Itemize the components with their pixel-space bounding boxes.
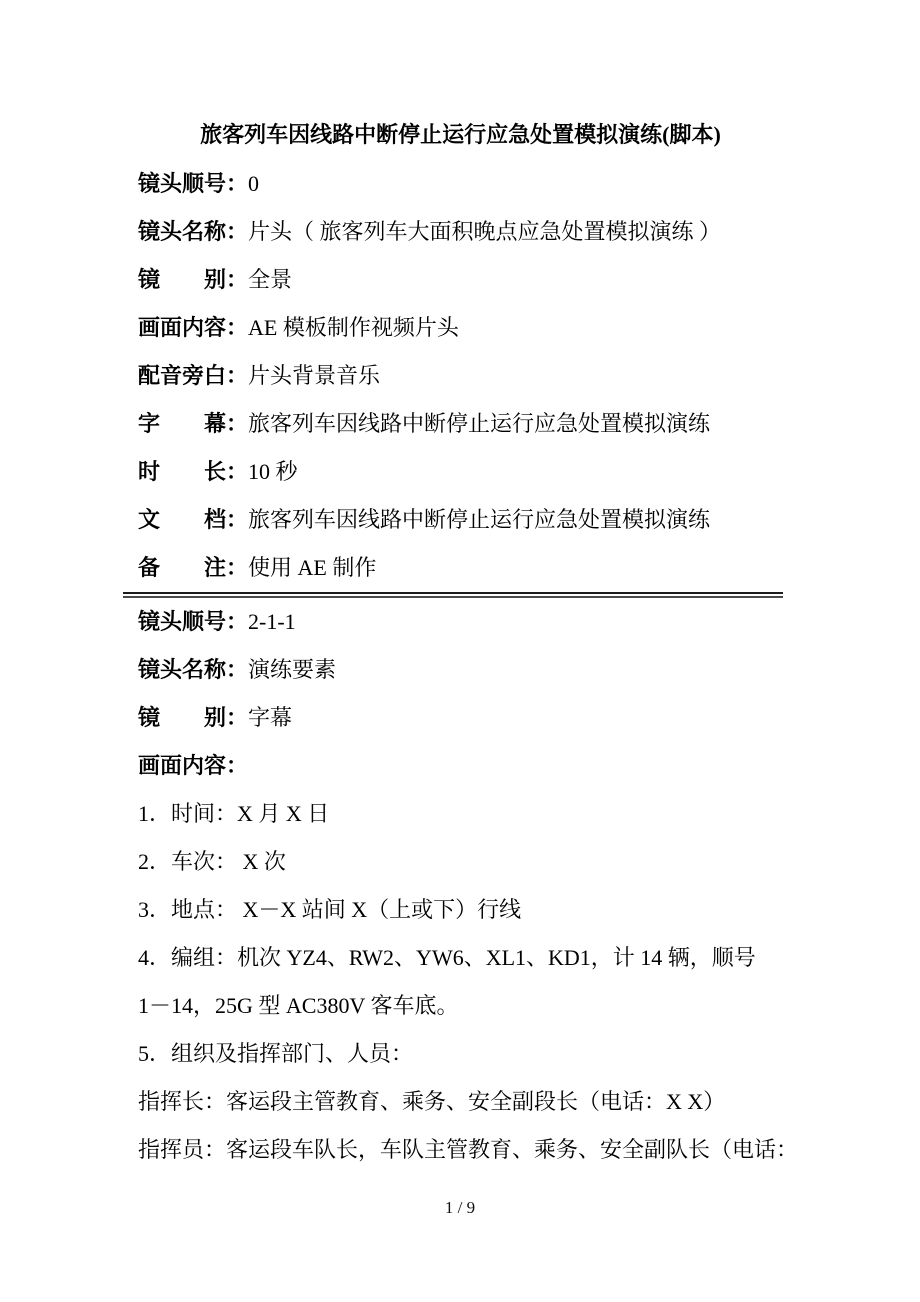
field-value: 10 秒 (248, 459, 298, 484)
field-value: 0 (248, 171, 260, 196)
field-row-shot-number (138, 160, 783, 208)
content-line-commander: 指挥长：客运段主管教育、乘务、安全副段长（电话：X X） (138, 1089, 726, 1114)
content-line-time: 1．时间：X 月 X 日 (138, 801, 330, 826)
field-value: 片头（ 旅客列车大面积晚点应急处置模拟演练 ） (248, 219, 722, 244)
content-line-location: 3．地点： X－X 站间 X（上或下）行线 (138, 897, 522, 922)
field-value: 字幕 (248, 705, 293, 730)
field-label: 配音旁白： (138, 363, 249, 388)
field-row-remark (138, 544, 783, 592)
field-row-voiceover (138, 352, 783, 400)
field-label: 镜 别： (138, 705, 249, 730)
field-value: 片头背景音乐 (248, 363, 381, 388)
field-row-shot-type (138, 256, 783, 304)
field-value: 全景 (248, 267, 293, 292)
field-row-shot-name (138, 208, 783, 256)
field-value: 旅客列车因线路中断停止运行应急处置模拟演练 (248, 411, 711, 436)
field-row-duration (138, 448, 783, 496)
field-label: 备 注： (138, 555, 249, 580)
field-row-shot-name (138, 646, 783, 694)
content-line-train: 2．车次： X 次 (138, 849, 286, 874)
field-row-screen-content (138, 742, 783, 790)
content-line-formation-cont: 1－14，25G 型 AC380V 客车底。 (138, 993, 459, 1018)
field-label: 镜头顺号： (138, 609, 249, 634)
page-number: 1 / 9 (444, 1198, 476, 1217)
field-label: 镜头名称： (138, 219, 249, 244)
content-line-organization: 5．组织及指挥部门、人员： (138, 1041, 414, 1066)
field-value: 旅客列车因线路中断停止运行应急处置模拟演练 (248, 507, 711, 532)
field-value: 2-1-1 (248, 609, 296, 634)
field-label: 时 长： (138, 459, 249, 484)
field-label: 镜 别： (138, 267, 249, 292)
document-title: 旅客列车因线路中断停止运行应急处置模拟演练(脚本) (200, 122, 721, 147)
field-label: 画面内容： (138, 753, 249, 778)
field-label: 文 档： (138, 507, 249, 532)
field-label: 字 幕： (138, 411, 249, 436)
field-row-shot-number (138, 598, 783, 646)
field-row-doc (138, 496, 783, 544)
field-label: 镜头顺号： (138, 171, 249, 196)
content-line-formation: 4．编组：机次 YZ4、RW2、YW6、XL1、KD1，计 14 辆，顺号 (138, 945, 756, 970)
field-label: 画面内容： (138, 315, 249, 340)
field-row-screen-content (138, 304, 783, 352)
field-row-subtitle (138, 400, 783, 448)
field-row-shot-type (138, 694, 783, 742)
field-value: 使用 AE 制作 (248, 555, 377, 580)
field-value: AE 模板制作视频片头 (248, 315, 459, 340)
field-value: 演练要素 (248, 657, 337, 682)
field-label: 镜头名称： (138, 657, 249, 682)
content-line-commander-member: 指挥员：客运段车队长，车队主管教育、乘务、安全副队长（电话： (138, 1137, 799, 1162)
